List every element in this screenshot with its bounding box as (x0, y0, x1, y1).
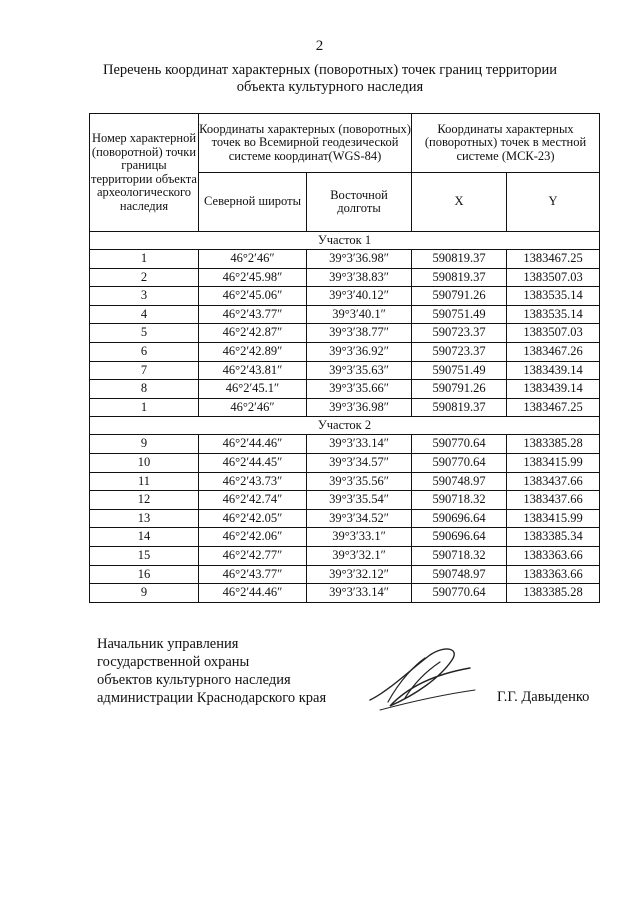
longitude-cell: 39°3′36.98″ (307, 250, 412, 269)
latitude-cell: 46°2′42.74″ (199, 491, 307, 510)
longitude-cell: 39°3′34.52″ (307, 509, 412, 528)
section-row (90, 232, 600, 250)
x-cell: 590718.32 (412, 491, 507, 510)
y-cell: 1383467.25 (507, 250, 600, 269)
coordinates-table (89, 113, 600, 603)
longitude-cell: 39°3′40.12″ (307, 287, 412, 306)
longitude-cell: 39°3′33.1″ (307, 528, 412, 547)
table-row (90, 546, 600, 565)
point-number-cell: 1 (90, 398, 199, 417)
y-cell: 1383467.26 (507, 342, 600, 361)
latitude-cell: 46°2′45.98″ (199, 268, 307, 287)
handwritten-signature (360, 640, 480, 715)
header-point-number: Номер характерной (поворотной) точки границы территории объекта археологического наследия (90, 114, 199, 232)
x-cell: 590696.64 (412, 528, 507, 547)
latitude-cell: 46°2′44.46″ (199, 435, 307, 454)
latitude-cell: 46°2′44.46″ (199, 584, 307, 603)
title-line-1: Перечень координат характерных (поворотных) точек границ территории (102, 62, 558, 78)
point-number-cell: 8 (90, 380, 199, 399)
point-number-cell: 9 (90, 584, 199, 603)
table-row (90, 342, 600, 361)
longitude-cell: 39°3′32.12″ (307, 565, 412, 584)
y-cell: 1383439.14 (507, 380, 600, 399)
longitude-cell: 39°3′35.66″ (307, 380, 412, 399)
latitude-cell: 46°2′42.05″ (199, 509, 307, 528)
x-cell: 590770.64 (412, 435, 507, 454)
x-cell: 590770.64 (412, 453, 507, 472)
latitude-cell: 46°2′45.1″ (199, 380, 307, 399)
latitude-cell: 46°2′43.77″ (199, 565, 307, 584)
x-cell: 590723.37 (412, 324, 507, 343)
point-number-cell: 12 (90, 491, 199, 510)
latitude-cell: 46°2′46″ (199, 250, 307, 269)
table-row (90, 361, 600, 380)
signature-line-3: объектов культурного наследия (97, 672, 291, 688)
x-cell: 590770.64 (412, 584, 507, 603)
latitude-cell: 46°2′43.73″ (199, 472, 307, 491)
table-row (90, 287, 600, 306)
y-cell: 1383415.99 (507, 509, 600, 528)
table-row (90, 565, 600, 584)
y-cell: 1383535.14 (507, 287, 600, 306)
x-cell: 590791.26 (412, 287, 507, 306)
point-number-cell: 15 (90, 546, 199, 565)
longitude-cell: 39°3′35.56″ (307, 472, 412, 491)
y-cell: 1383385.34 (507, 528, 600, 547)
section-title: Участок 2 (90, 417, 600, 435)
table-row (90, 268, 600, 287)
x-cell: 590748.97 (412, 472, 507, 491)
point-number-cell: 2 (90, 268, 199, 287)
x-cell: 590751.49 (412, 361, 507, 380)
table-body (90, 232, 600, 603)
latitude-cell: 46°2′42.87″ (199, 324, 307, 343)
longitude-cell: 39°3′38.77″ (307, 324, 412, 343)
table-row (90, 435, 600, 454)
table-row (90, 584, 600, 603)
table-row (90, 250, 600, 269)
longitude-cell: 39°3′33.14″ (307, 584, 412, 603)
y-cell: 1383437.66 (507, 491, 600, 510)
x-cell: 590791.26 (412, 380, 507, 399)
x-cell: 590819.37 (412, 268, 507, 287)
section-title: Участок 1 (90, 232, 600, 250)
latitude-cell: 46°2′42.77″ (199, 546, 307, 565)
point-number-cell: 16 (90, 565, 199, 584)
signature-line-2: государственной охраны (97, 654, 250, 670)
point-number-cell: 4 (90, 305, 199, 324)
longitude-cell: 39°3′36.92″ (307, 342, 412, 361)
x-cell: 590718.32 (412, 546, 507, 565)
point-number-cell: 6 (90, 342, 199, 361)
y-cell: 1383385.28 (507, 435, 600, 454)
y-cell: 1383439.14 (507, 361, 600, 380)
point-number-cell: 1 (90, 250, 199, 269)
latitude-cell: 46°2′45.06″ (199, 287, 307, 306)
point-number-cell: 14 (90, 528, 199, 547)
y-cell: 1383363.66 (507, 546, 600, 565)
table-row (90, 380, 600, 399)
table-row (90, 305, 600, 324)
title-line-2: объекта культурного наследия (236, 79, 424, 95)
table-row (90, 398, 600, 417)
longitude-cell: 39°3′34.57″ (307, 453, 412, 472)
document-title (60, 62, 600, 96)
x-cell: 590819.37 (412, 398, 507, 417)
table-row (90, 324, 600, 343)
y-cell: 1383467.25 (507, 398, 600, 417)
header-y: Y (507, 173, 600, 232)
latitude-cell: 46°2′42.89″ (199, 342, 307, 361)
section-row (90, 417, 600, 435)
latitude-cell: 46°2′42.06″ (199, 528, 307, 547)
y-cell: 1383507.03 (507, 268, 600, 287)
y-cell: 1383507.03 (507, 324, 600, 343)
signature-line-1: Начальник управления (97, 636, 239, 652)
signature-position (97, 635, 326, 707)
latitude-cell: 46°2′44.45″ (199, 453, 307, 472)
y-cell: 1383437.66 (507, 472, 600, 491)
latitude-cell: 46°2′43.81″ (199, 361, 307, 380)
longitude-cell: 39°3′38.83″ (307, 268, 412, 287)
table-row (90, 453, 600, 472)
x-cell: 590748.97 (412, 565, 507, 584)
longitude-cell: 39°3′32.1″ (307, 546, 412, 565)
latitude-cell: 46°2′46″ (199, 398, 307, 417)
longitude-cell: 39°3′40.1″ (307, 305, 412, 324)
longitude-cell: 39°3′35.54″ (307, 491, 412, 510)
header-wgs84: Координаты характерных (поворотных) точек во Всемирной геодезической системе координат(WGS-84) (199, 114, 412, 173)
table-row (90, 472, 600, 491)
point-number-cell: 9 (90, 435, 199, 454)
longitude-cell: 39°3′35.63″ (307, 361, 412, 380)
x-cell: 590696.64 (412, 509, 507, 528)
longitude-cell: 39°3′33.14″ (307, 435, 412, 454)
y-cell: 1383535.14 (507, 305, 600, 324)
header-latitude: Северной широты (199, 173, 307, 232)
longitude-cell: 39°3′36.98″ (307, 398, 412, 417)
header-longitude: Восточной долготы (307, 173, 412, 232)
table-row (90, 528, 600, 547)
point-number-cell: 11 (90, 472, 199, 491)
point-number-cell: 5 (90, 324, 199, 343)
y-cell: 1383385.28 (507, 584, 600, 603)
table-row (90, 509, 600, 528)
header-msk23: Координаты характерных (поворотных) точек в местной системе (МСК-23) (412, 114, 600, 173)
header-x: X (412, 173, 507, 232)
latitude-cell: 46°2′43.77″ (199, 305, 307, 324)
x-cell: 590723.37 (412, 342, 507, 361)
signer-name: Г.Г. Давыденко (497, 689, 590, 705)
x-cell: 590751.49 (412, 305, 507, 324)
point-number-cell: 3 (90, 287, 199, 306)
table-row (90, 491, 600, 510)
point-number-cell: 10 (90, 453, 199, 472)
y-cell: 1383363.66 (507, 565, 600, 584)
point-number-cell: 13 (90, 509, 199, 528)
point-number-cell: 7 (90, 361, 199, 380)
y-cell: 1383415.99 (507, 453, 600, 472)
x-cell: 590819.37 (412, 250, 507, 269)
signature-line-4: администрации Краснодарского края (97, 690, 327, 706)
page-number: 2 (315, 38, 324, 54)
